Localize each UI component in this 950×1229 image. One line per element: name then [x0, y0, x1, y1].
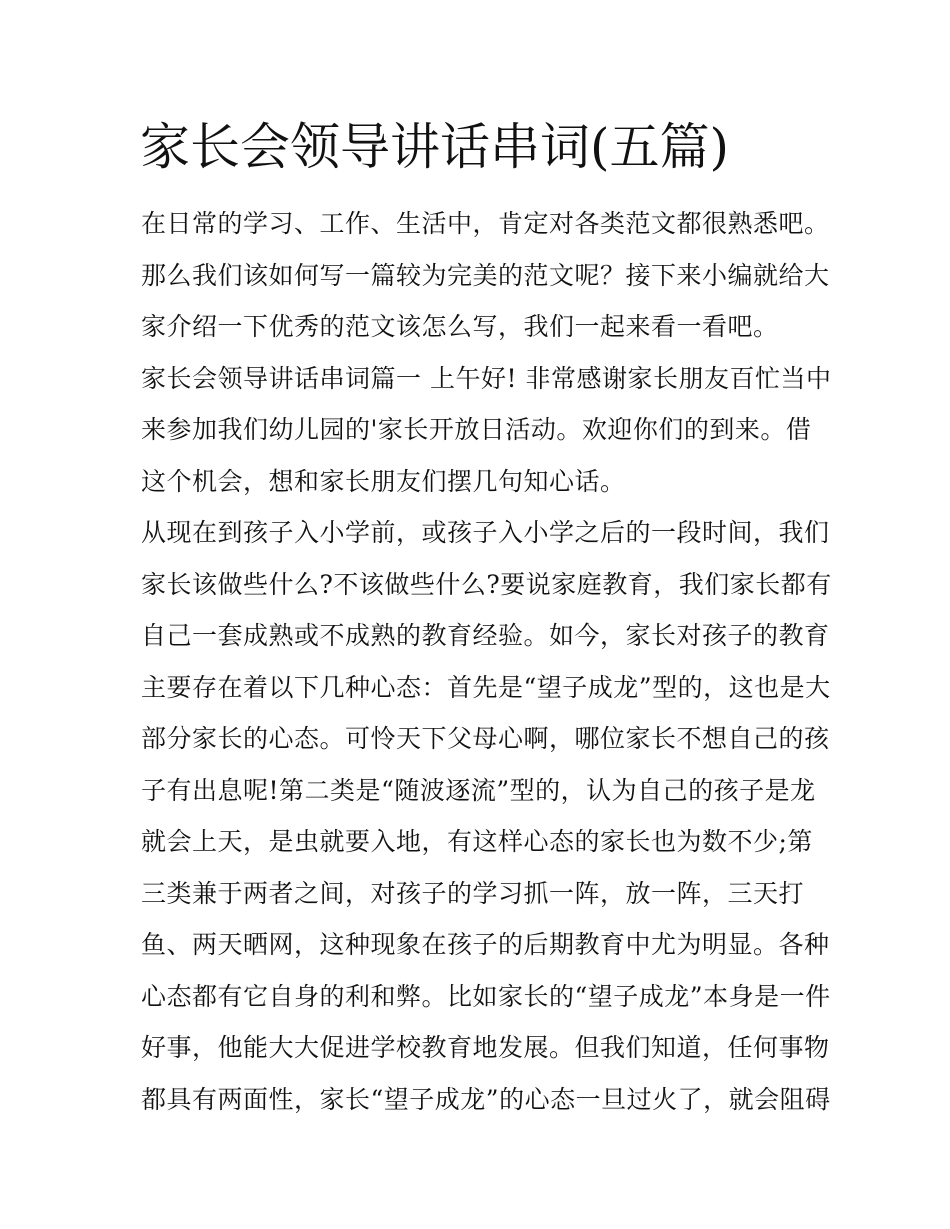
text-line: 在日常的学习、工作、生活中，肯定对各类范文都很熟悉吧。: [141, 209, 830, 238]
body-text: [141, 198, 832, 1125]
text-line: 从现在到孩子入小学前，或孩子入小学之后的一段时间，我们: [141, 518, 830, 547]
text-line: 都具有两面性，家长“望子成龙”的心态一旦过火了，就会阻碍: [141, 1084, 831, 1114]
text-line: 鱼、两天晒网，这种现象在孩子的后期教育中尤为明显。各种: [141, 930, 830, 959]
text-line: 家介绍一下优秀的范文该怎么写，我们一起来看一看吧。: [141, 312, 779, 341]
text-line: 三类兼于两者之间，对孩子的学习抓一阵，放一阵，三天打: [141, 878, 805, 908]
text-line: 部分家长的心态。可怜天下父母心啊，哪位家长不想自己的孩: [141, 724, 830, 753]
text-line: 子有出息呢!第二类是“随波逐流”型的，认为自己的孩子是龙: [141, 775, 816, 805]
text-line: 好事，他能大大促进学校教育地发展。但我们知道，任何事物: [141, 1033, 830, 1062]
page-title: 家长会领导讲话串词(五篇): [140, 118, 730, 176]
text-line: 那么我们该如何写一篇较为完美的范文呢？接下来小编就给大: [141, 260, 830, 290]
text-line: 心态都有它自身的利和弊。比如家长的“望子成龙”本身是一件: [141, 981, 831, 1011]
text-line: 自己一套成熟或不成熟的教育经验。如今，家长对孩子的教育: [141, 621, 830, 650]
text-line: 家长会领导讲话串词篇一 上午好! 非常感谢家长朋友百忙当中: [141, 363, 832, 393]
text-line: 这个机会，想和家长朋友们摆几句知心话。: [141, 466, 626, 496]
text-line: 来参加我们幼儿园的'家长开放日活动。欢迎你们的到来。借: [141, 415, 812, 444]
text-line: 家长该做些什么?不该做些什么?要说家庭教育，我们家长都有: [141, 569, 832, 599]
text-line: 就会上天，是虫就要入地，有这样心态的家长也为数不少;第: [141, 827, 813, 856]
text-line: 主要存在着以下几种心态：首先是“望子成龙”型的，这也是大: [141, 672, 831, 702]
